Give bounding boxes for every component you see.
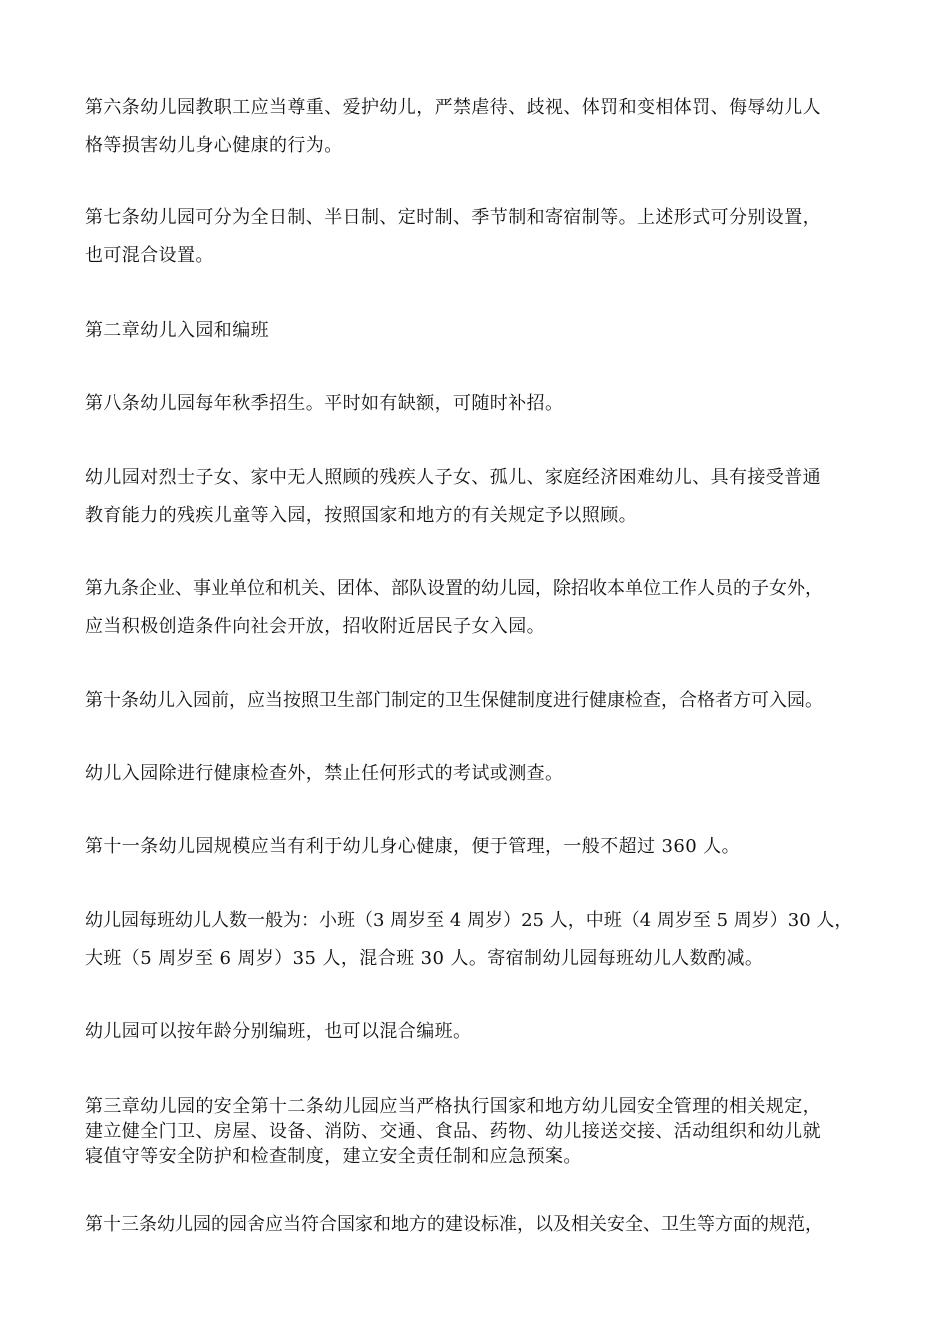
paragraph-line: 第六条幼儿园教职工应当尊重、爱护幼儿，严禁虐待、歧视、体罚和变相体罚、侮辱幼儿人 <box>85 97 821 118</box>
paragraph-line: 也可混合设置。 <box>85 245 214 266</box>
paragraph-line: 第十三条幼儿园的园舍应当符合国家和地方的建设标准，以及相关安全、卫生等方面的规范， <box>85 1214 823 1235</box>
paragraph-line: 幼儿入园除进行健康检查外，禁止任何形式的考试或测查。 <box>85 763 564 784</box>
paragraph-line: 幼儿园对烈士子女、家中无人照顾的残疾人子女、孤儿、家庭经济困难幼儿、具有接受普通 <box>85 467 821 488</box>
paragraph-line: 幼儿园每班幼儿人数一般为：小班（3 周岁至 4 周岁）25 人，中班（4 周岁至 5 周岁）30 人， <box>85 910 853 931</box>
chapter-heading: 第二章幼儿入园和编班 <box>85 320 269 341</box>
paragraph-line: 格等损害幼儿身心健康的行为。 <box>85 135 343 156</box>
paragraph-line: 第十条幼儿入园前，应当按照卫生部门制定的卫生保健制度进行健康检查，合格者方可入园。 <box>85 690 823 711</box>
paragraph-line: 第七条幼儿园可分为全日制、半日制、定时制、季节制和寄宿制等。上述形式可分别设置， <box>85 207 821 228</box>
paragraph-line: 大班（5 周岁至 6 周岁）35 人，混合班 30 人。寄宿制幼儿园每班幼儿人数酌减。 <box>85 948 764 969</box>
paragraph-line: 第三章幼儿园的安全第十二条幼儿园应当严格执行国家和地方幼儿园安全管理的相关规定， <box>85 1096 821 1117</box>
paragraph-line: 第十一条幼儿园规模应当有利于幼儿身心健康，便于管理，一般不超过 360 人。 <box>85 836 740 857</box>
paragraph-line: 幼儿园可以按年龄分别编班，也可以混合编班。 <box>85 1021 472 1042</box>
paragraph-line: 第九条企业、事业单位和机关、团体、部队设置的幼儿园，除招收本单位工作人员的子女外， <box>85 578 823 599</box>
paragraph-line: 建立健全门卫、房屋、设备、消防、交通、食品、药物、幼儿接送交接、活动组织和幼儿就 <box>85 1121 821 1142</box>
paragraph-line: 第八条幼儿园每年秋季招生。平时如有缺额，可随时补招。 <box>85 393 564 414</box>
paragraph-line: 寝值守等安全防护和检查制度，建立安全责任制和应急预案。 <box>85 1146 582 1167</box>
paragraph-line: 应当积极创造条件向社会开放，招收附近居民子女入园。 <box>85 616 545 637</box>
paragraph-line: 教育能力的残疾儿童等入园，按照国家和地方的有关规定予以照顾。 <box>85 505 637 526</box>
